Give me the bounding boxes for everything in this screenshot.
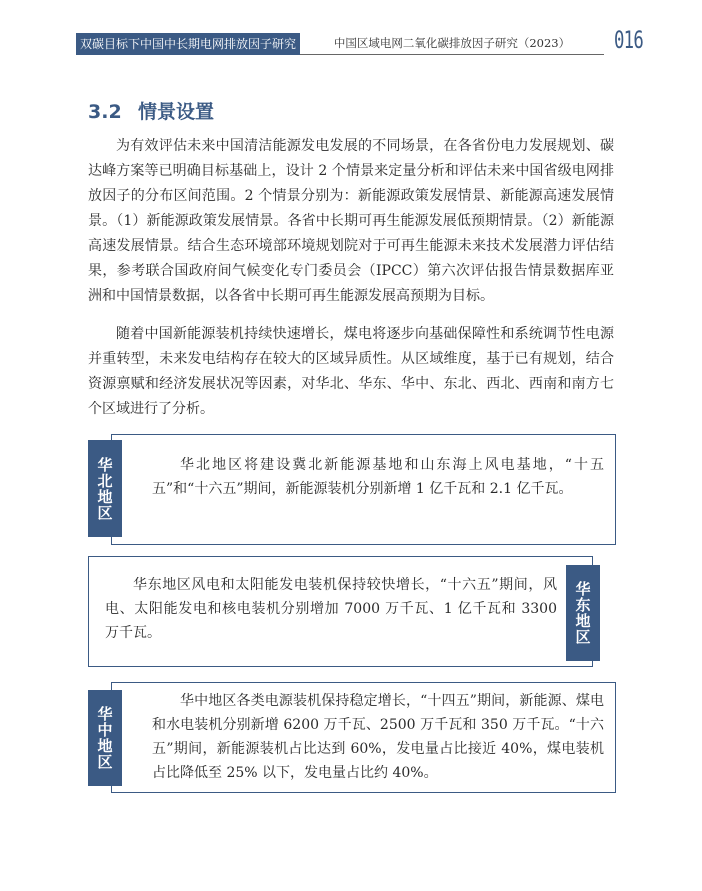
section-heading bbox=[88, 97, 214, 124]
section-title: 情景设置 bbox=[138, 101, 215, 123]
region-tag-north-china: 华北地区 bbox=[88, 440, 122, 537]
region-box-central-china bbox=[111, 682, 616, 793]
section-number: 3.2 bbox=[88, 101, 122, 123]
region-text-north-china: 华北地区将建设冀北新能源基地和山东海上风电基地，“十五五”和“十六五”期间，新能源装机分别新增 1 亿千瓦和 2.1 亿千瓦。 bbox=[152, 457, 604, 497]
region-box-north-china bbox=[111, 434, 616, 545]
region-tag-central-china: 华中地区 bbox=[88, 690, 122, 786]
paragraph-regional-analysis: 随着中国新能源装机持续快速增长，煤电将逐步向基础保障性和系统调节性电源并重转型，未来发电结构存在较大的区域异质性。从区域维度，基于已有规划，结合资源禀赋和经济发展状况等因素，对华北、华东、华中、东北、西北、西南和南方七个区域进行了分析。 bbox=[88, 326, 614, 417]
paragraph-scenario-design: 为有效评估未来中国清洁能源发电发展的不同场景，在各省份电力发展规划、碳达峰方案等已明确目标基础上，设计 2 个情景来定量分析和评估未来中国省级电网排放因子的分布区间范围。2 个情景分别为：新能源政策发展情景、新能源高速发展情景。（1）新能源政策发展情景。各省中长期可再生能源发展低预期情景。（2）新能源高速发展情景。结合生态环境部环境规划院对于可再生能源未来技术发展潜力评估结果，参考联合国政府间气候变化专门委员会（IPCC）第六次评估报告情景数据库亚洲和中国情景数据，以各省中长期可再生能源发展高预期为目标。 bbox=[88, 138, 614, 304]
header-report-title: 双碳目标下中国中长期电网排放因子研究 bbox=[76, 33, 300, 55]
region-text-east-china: 华东地区风电和太阳能发电装机保持较快增长，“十六五”期间，风电、太阳能发电和核电装机分别增加 7000 万千瓦、1 亿千瓦和 3300 万千瓦。 bbox=[105, 577, 557, 641]
region-text-central-china: 华中地区各类电源装机保持稳定增长，“十四五”期间，新能源、煤电和水电装机分别新增 6200 万千瓦、2500 万千瓦和 350 万千瓦。“十六五”期间，新能源装机占比达到 60%，发电量占比接近 40%，煤电装机占比降低至 25% 以下，发电量占比约 40%。 bbox=[152, 693, 604, 781]
header-series-title: 中国区域电网二氧化碳排放因子研究（2023） bbox=[300, 33, 604, 55]
region-tag-east-china: 华东地区 bbox=[566, 565, 600, 661]
page-number: 016 bbox=[614, 26, 644, 54]
region-box-east-china bbox=[88, 556, 593, 667]
